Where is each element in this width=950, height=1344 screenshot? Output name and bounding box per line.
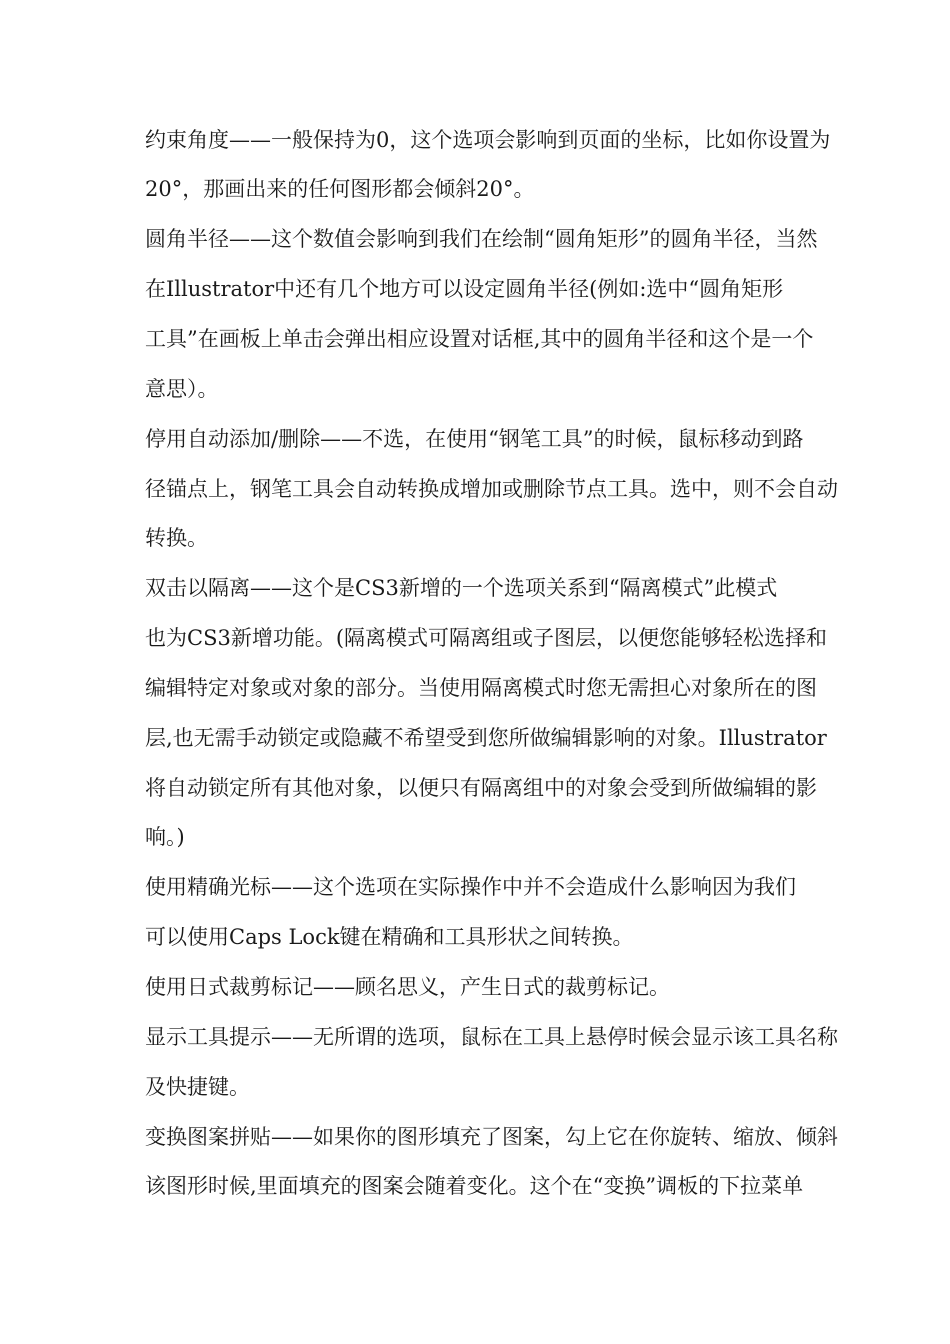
text-line: 显示工具提示——无所谓的选项，鼠标在工具上悬停时候会显示该工具名称 xyxy=(145,1025,838,1049)
text-line: 及快捷键。 xyxy=(145,1075,250,1099)
text-line: 转换。 xyxy=(145,526,208,550)
text-line: 20°，那画出来的任何图形都会倾斜20°。 xyxy=(145,177,535,201)
text-line: 该图形时候,里面填充的图案会随着变化。这个在“变换”调板的下拉菜单 xyxy=(145,1174,804,1198)
text-line: 径锚点上，钢笔工具会自动转换成增加或删除节点工具。选中，则不会自动 xyxy=(145,477,838,501)
text-line: 响。) xyxy=(145,825,185,849)
text-line: 编辑特定对象或对象的部分。当使用隔离模式时您无需担心对象所在的图 xyxy=(145,676,817,700)
text-line: 可以使用Caps Lock键在精确和工具形状之间转换。 xyxy=(145,925,634,949)
text-line: 也为CS3新增功能。(隔离模式可隔离组或子图层，以便您能够轻松选择和 xyxy=(145,626,828,650)
text-line: 层,也无需手动锁定或隐藏不希望受到您所做编辑影响的对象。Illustrator xyxy=(145,726,827,750)
text-line: 变换图案拼贴——如果你的图形填充了图案，勾上它在你旋转、缩放、倾斜 xyxy=(145,1125,838,1149)
text-line: 将自动锁定所有其他对象，以便只有隔离组中的对象会受到所做编辑的影 xyxy=(145,776,817,800)
text-line: 使用日式裁剪标记——顾名思义，产生日式的裁剪标记。 xyxy=(145,975,670,999)
text-line: 停用自动添加/删除——不选，在使用“钢笔工具”的时候，鼠标移动到路 xyxy=(145,427,804,451)
text-line: 圆角半径——这个数值会影响到我们在绘制“圆角矩形”的圆角半径，当然 xyxy=(145,227,818,251)
text-line: 双击以隔离——这个是CS3新增的一个选项关系到“隔离模式”此模式 xyxy=(145,576,778,600)
text-line: 使用精确光标——这个选项在实际操作中并不会造成什么影响因为我们 xyxy=(145,875,796,899)
text-line: 在Illustrator中还有几个地方可以设定圆角半径(例如:选中“圆角矩形 xyxy=(145,277,784,301)
text-line: 意思）。 xyxy=(145,377,219,401)
text-line: 约束角度——一般保持为0，这个选项会影响到页面的坐标，比如你设置为 xyxy=(145,128,831,152)
text-line: 工具”在画板上单击会弹出相应设置对话框,其中的圆角半径和这个是一个 xyxy=(145,327,814,351)
